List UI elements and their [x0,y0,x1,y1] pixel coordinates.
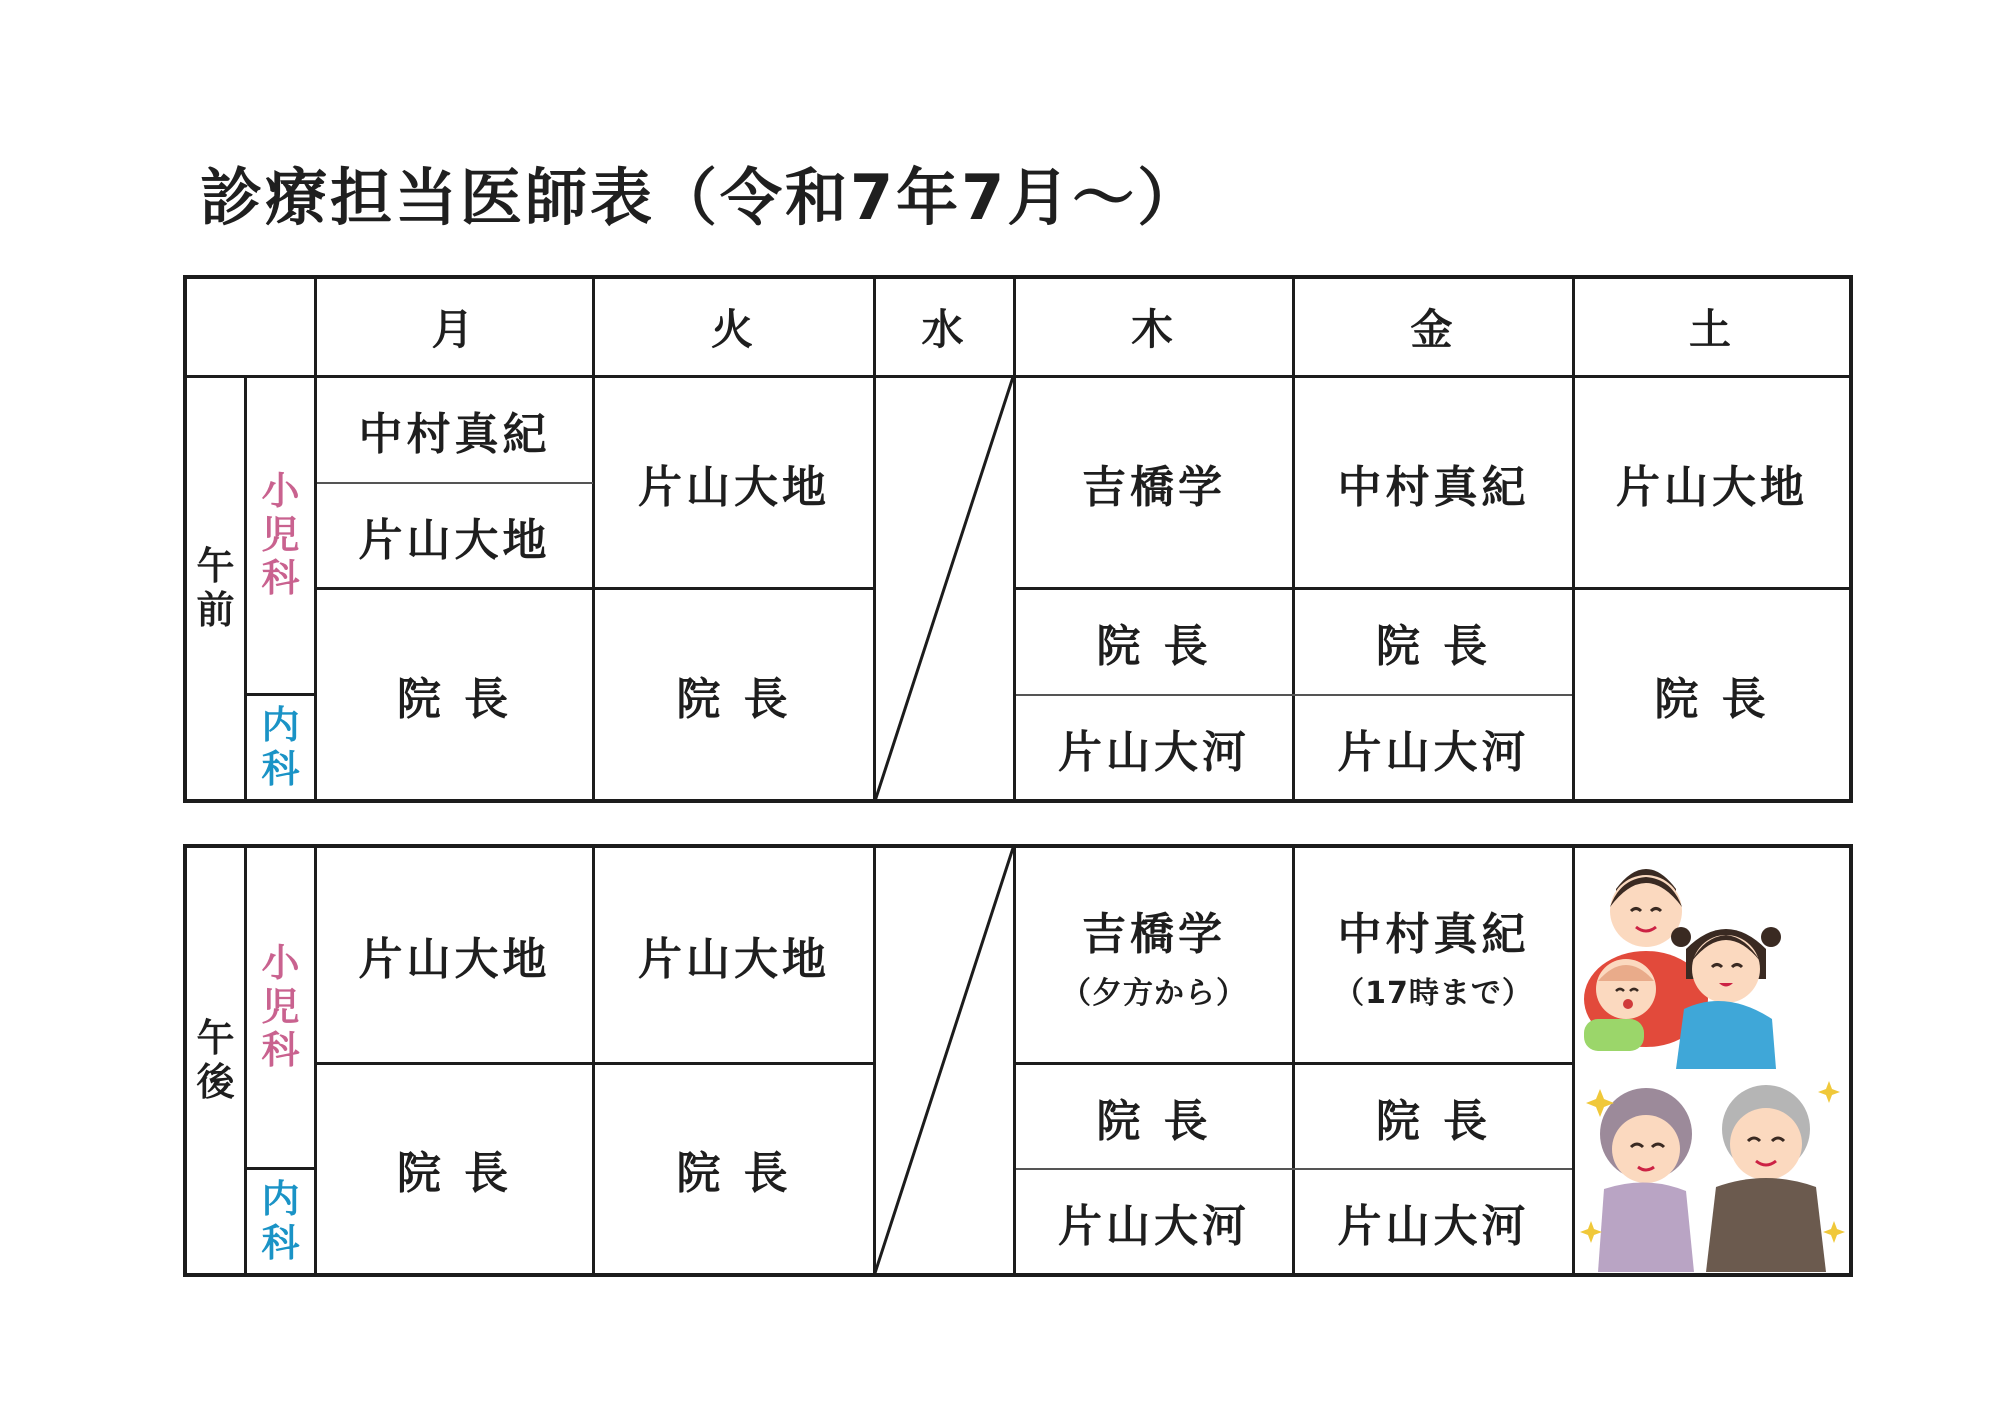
doctor-cell: 院 長 [396,673,513,725]
doctor-cell: 片山大地 [638,461,830,513]
wednesday-closed-slash [875,377,1013,801]
doctor-cell: 院 長 [396,1148,513,1199]
time-note: （17時まで） [1334,976,1533,1011]
doctor-cell: 片山大地 [358,514,551,566]
doctor-cell: 吉橋学 [1082,461,1226,513]
day-header-sat: 土 [1688,305,1735,354]
doctor-cell: 院 長 [676,673,792,725]
pediatrics-label: 小 児 科 [261,940,300,1073]
family-illustration [1576,849,1848,1272]
doctor-cell: 片山大河 [1337,726,1530,778]
doctor-cell: 片山大河 [1058,1200,1250,1252]
pediatrics-label: 小 児 科 [261,468,300,601]
doctor-cell: 片山大地 [358,934,551,985]
page-title: 診療担当医師表（令和7年7月～） [200,161,1203,234]
doctor-cell [1295,848,1572,1062]
day-header-thu: 木 [1130,305,1177,354]
doctor-cell: 院 長 [1096,621,1212,672]
doctor-cell: 片山大地 [638,934,830,985]
doctor-cell: 院 長 [1375,1095,1492,1147]
internal-medicine-label: 内 科 [261,1176,300,1265]
doctor-cell: 中村真紀 [1337,461,1530,513]
day-header-wed: 水 [921,305,968,354]
doctor-name: 吉橋学 [1082,909,1226,960]
day-header-fri: 金 [1410,305,1457,354]
doctor-name: 中村真紀 [1337,909,1530,960]
afternoon-label: 午 後 [196,1015,235,1104]
doctor-cell: 片山大河 [1337,1200,1530,1252]
morning-label: 午 前 [196,544,235,632]
internal-medicine-label: 内 科 [261,703,300,791]
doctor-cell: 院 長 [1375,621,1492,672]
doctor-cell: 片山大地 [1616,461,1808,513]
doctor-cell: 院 長 [1654,673,1770,725]
doctor-cell: 院 長 [1096,1095,1212,1147]
day-header-mon: 月 [431,305,478,354]
wednesday-closed-slash [875,848,1013,1273]
column-divider [1572,844,1575,1277]
doctor-cell: 片山大河 [1058,726,1250,778]
table-border [1849,275,1853,803]
table-border [183,1273,1853,1277]
doctor-cell: 中村真紀 [358,409,551,460]
table-border [1849,844,1853,1277]
time-note: （夕方から） [1061,976,1247,1011]
table-border [183,799,1853,803]
day-header-tue: 火 [710,305,757,354]
doctor-cell: 院 長 [676,1148,792,1199]
doctor-cell [1016,848,1292,1062]
